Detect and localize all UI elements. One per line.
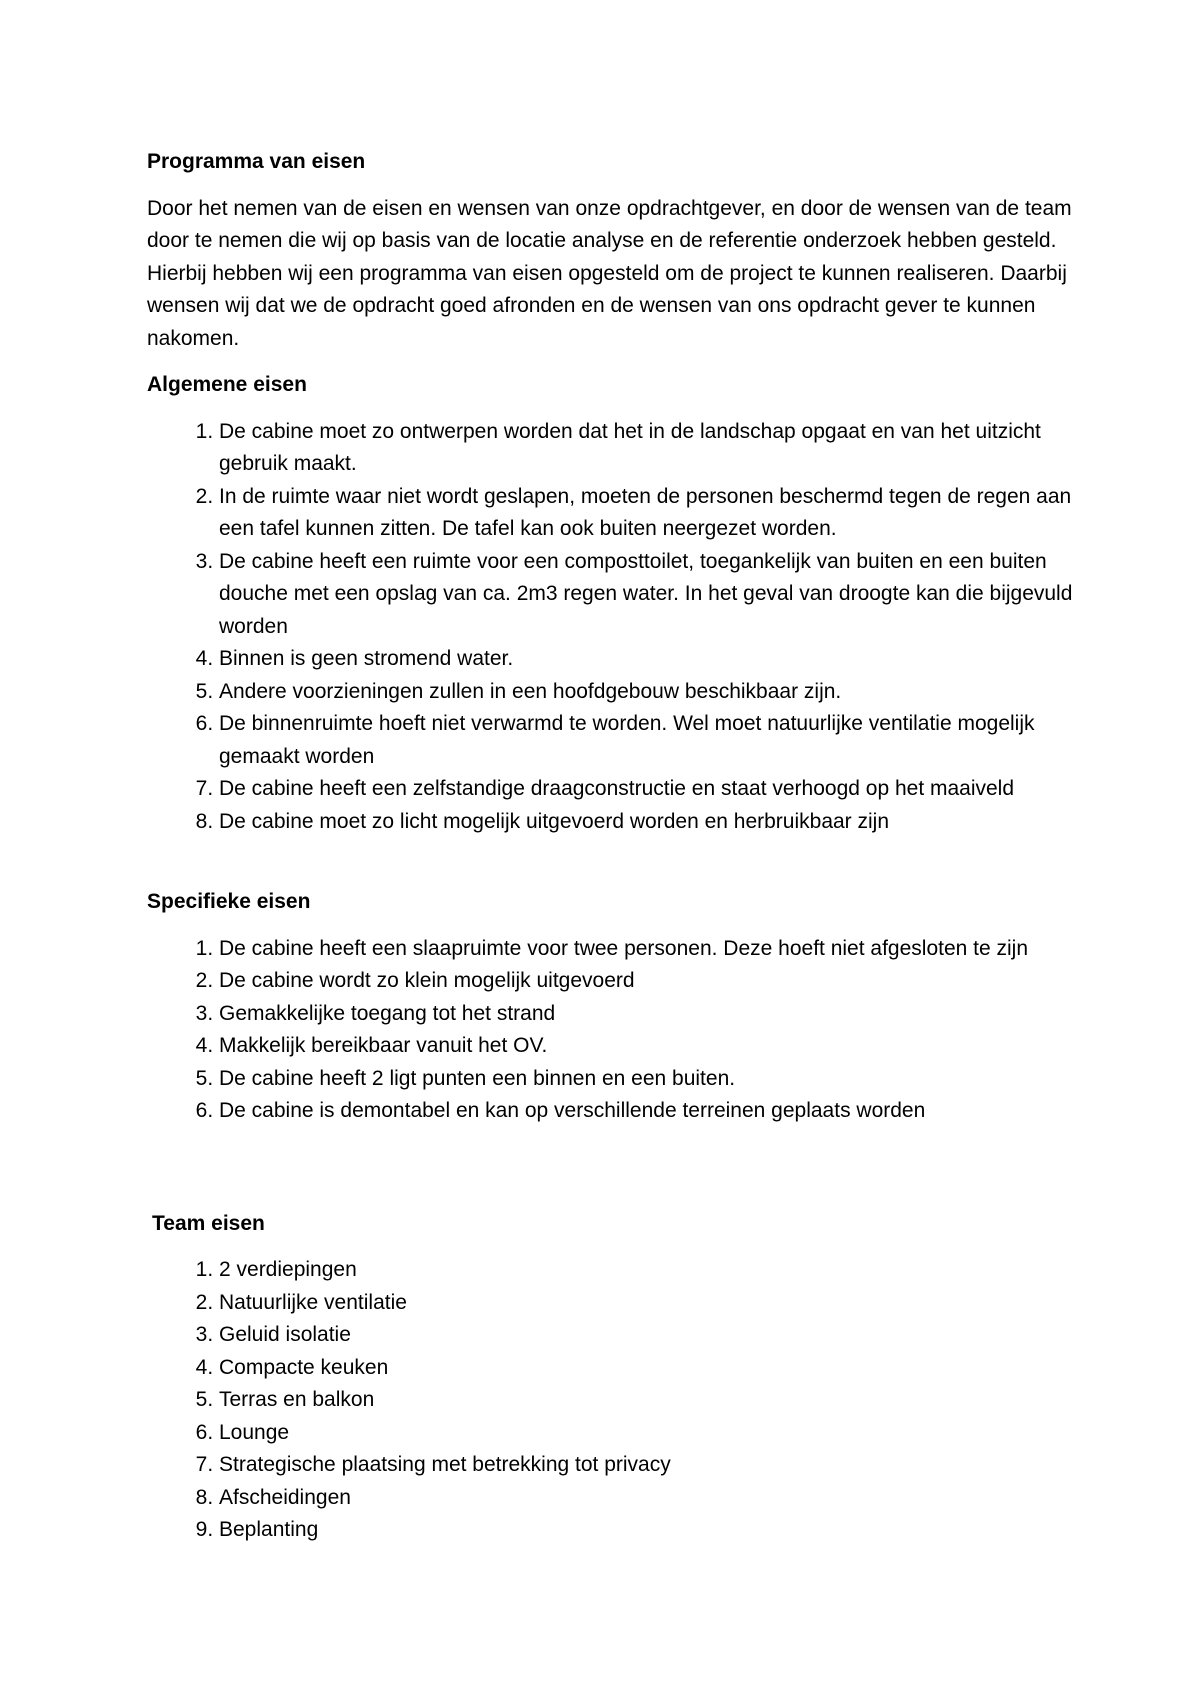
- list-item: 2. De cabine wordt zo klein mogelijk uitgevoerd: [219, 965, 1077, 998]
- list-item: 7. De cabine heeft een zelfstandige draagconstructie en staat verhoogd op het maaiveld: [219, 773, 1077, 806]
- list-item: 5. Terras en balkon: [219, 1384, 1077, 1417]
- list-item: 1. De cabine moet zo ontwerpen worden dat het in de landschap opgaat en van het uitzicht gebruik maakt.: [219, 416, 1077, 481]
- list-specifieke-eisen: [147, 933, 1077, 1128]
- list-item: 4. Compacte keuken: [219, 1352, 1077, 1385]
- list-item: 3. De cabine heeft een ruimte voor een composttoilet, toegankelijk van buiten en een buiten douche met een opslag van ca. 2m3 regen water. In het geval van droogte kan die bijgevuld worden: [219, 546, 1077, 644]
- list-item: 4. Binnen is geen stromend water.: [219, 643, 1077, 676]
- list-team-eisen: [147, 1254, 1077, 1547]
- list-item: 3. Gemakkelijke toegang tot het strand: [219, 998, 1077, 1031]
- list-item: 2. Natuurlijke ventilatie: [219, 1287, 1077, 1320]
- list-item: 7. Strategische plaatsing met betrekking tot privacy: [219, 1449, 1077, 1482]
- document-body: [147, 146, 1077, 1547]
- list-item: 8. De cabine moet zo licht mogelijk uitgevoerd worden en herbruikbaar zijn: [219, 806, 1077, 839]
- spacer: [147, 1128, 1077, 1208]
- list-item: 5. De cabine heeft 2 ligt punten een binnen en een buiten.: [219, 1063, 1077, 1096]
- list-item: 6. De cabine is demontabel en kan op verschillende terreinen geplaats worden: [219, 1095, 1077, 1128]
- list-item: 1. 2 verdiepingen: [219, 1254, 1077, 1287]
- list-item: 6. Lounge: [219, 1417, 1077, 1450]
- list-item: 9. Beplanting: [219, 1514, 1077, 1547]
- spacer: [147, 838, 1077, 886]
- section-title-algemene: Algemene eisen: [147, 373, 307, 396]
- list-algemene-eisen: [147, 416, 1077, 839]
- list-item: 8. Afscheidingen: [219, 1482, 1077, 1515]
- list-item: 5. Andere voorzieningen zullen in een hoofdgebouw beschikbaar zijn.: [219, 676, 1077, 709]
- list-item: 6. De binnenruimte hoeft niet verwarmd te worden. Wel moet natuurlijke ventilatie mogelijk gemaakt worden: [219, 708, 1077, 773]
- section-title-specifieke: Specifieke eisen: [147, 890, 311, 913]
- intro-paragraph: Door het nemen van de eisen en wensen van onze opdrachtgever, en door de wensen van de team door te nemen die wij op basis van de locatie analyse en de referentie onderzoek hebben gesteld. Hierbij hebben wij een programma van eisen opgesteld om de project te kunnen realiseren. Daarbij wensen wij dat we de opdracht goed afronden en de wensen van ons opdracht gever te kunnen nakomen.: [147, 196, 1072, 350]
- list-item: 4. Makkelijk bereikbaar vanuit het OV.: [219, 1030, 1077, 1063]
- list-item: 2. In de ruimte waar niet wordt geslapen, moeten de personen beschermd tegen de regen aan een tafel kunnen zitten. De tafel kan ook buiten neergezet worden.: [219, 481, 1077, 546]
- list-item: 3. Geluid isolatie: [219, 1319, 1077, 1352]
- list-item: 1. De cabine heeft een slaapruimte voor twee personen. Deze hoeft niet afgesloten te zijn: [219, 933, 1077, 966]
- section-title-team: Team eisen: [152, 1211, 265, 1235]
- document-title: Programma van eisen: [147, 150, 366, 173]
